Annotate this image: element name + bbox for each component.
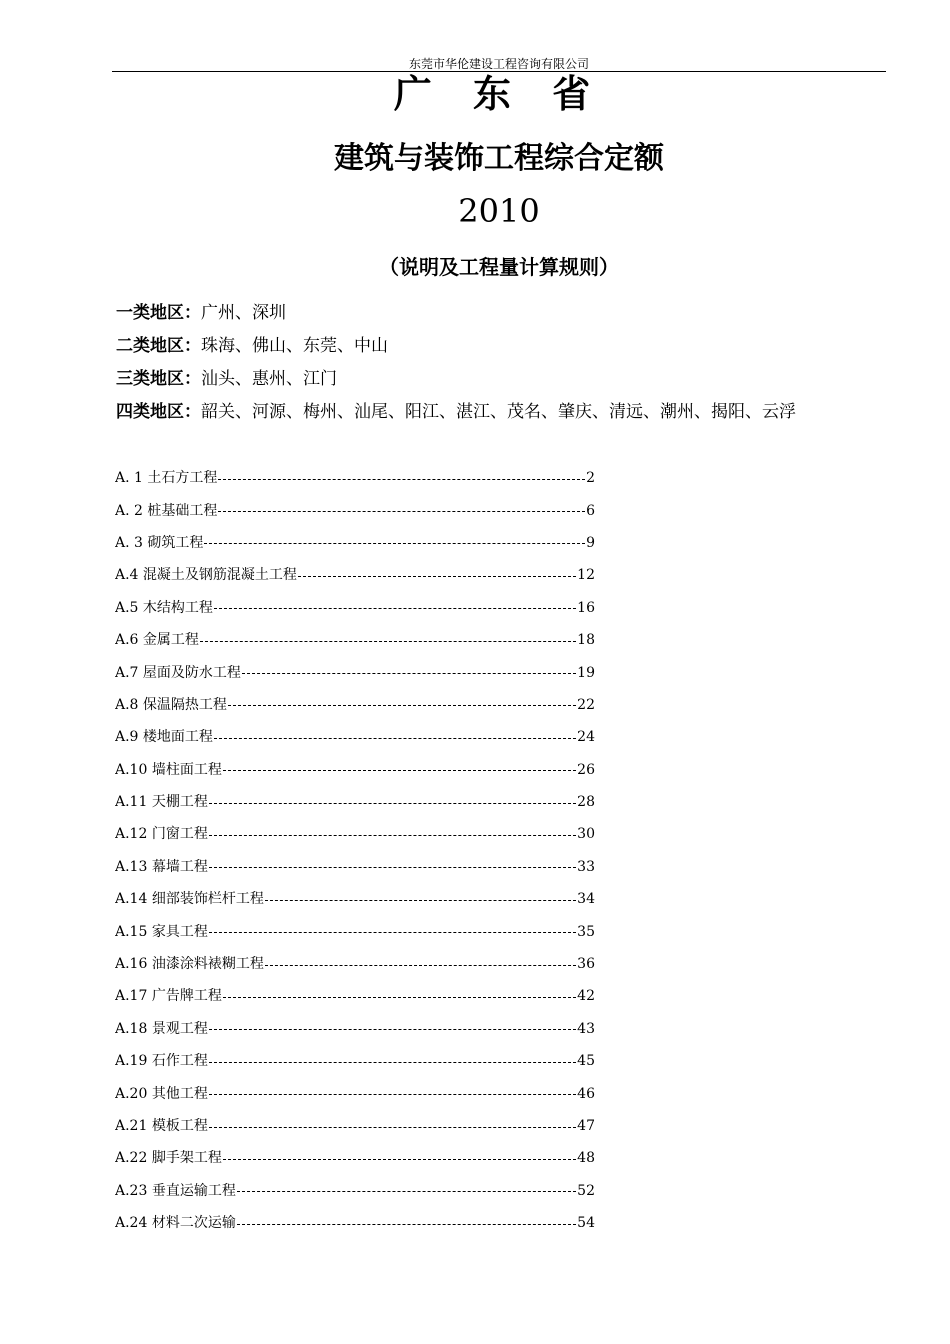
toc-leader-line bbox=[209, 932, 576, 933]
toc-entry-page: 28 bbox=[577, 794, 595, 811]
region-areas: 广州、深圳 bbox=[201, 303, 286, 323]
toc-entry[interactable] bbox=[115, 915, 595, 947]
toc-entry-title: A.11 天棚工程 bbox=[115, 794, 208, 811]
toc-entry-page: 36 bbox=[577, 956, 595, 973]
toc-entry-title: A.12 门窗工程 bbox=[115, 826, 208, 843]
toc-entry-title: A.20 其他工程 bbox=[115, 1085, 208, 1102]
toc-leader-line bbox=[237, 1191, 576, 1192]
toc-entry-page: 24 bbox=[577, 729, 595, 746]
toc-entry-title: A.22 脚手架工程 bbox=[115, 1150, 222, 1167]
toc-leader-line bbox=[209, 1062, 576, 1063]
toc-leader-line bbox=[265, 965, 576, 966]
toc-entry-title: A.6 金属工程 bbox=[115, 632, 199, 649]
toc-entry-page: 12 bbox=[577, 567, 595, 584]
toc-entry-title: A.5 木结构工程 bbox=[115, 599, 213, 616]
region-label: 二类地区： bbox=[116, 336, 201, 356]
region-row bbox=[116, 364, 916, 397]
toc-entry-page: 42 bbox=[577, 988, 595, 1005]
toc-entry-title: A.24 材料二次运输 bbox=[115, 1215, 236, 1232]
toc-entry[interactable] bbox=[115, 851, 595, 883]
toc-leader-line bbox=[228, 705, 576, 706]
toc-entry-title: A.17 广告牌工程 bbox=[115, 988, 222, 1005]
region-row bbox=[116, 397, 916, 430]
region-areas: 珠海、佛山、东莞、中山 bbox=[201, 336, 388, 356]
toc-entry-page: 18 bbox=[577, 632, 595, 649]
region-areas: 韶关、河源、梅州、汕尾、阳江、湛江、茂名、肇庆、清远、潮州、揭阳、云浮 bbox=[201, 402, 796, 422]
toc-entry[interactable] bbox=[115, 721, 595, 753]
document-subtitle: 建筑与装饰工程综合定额 bbox=[334, 141, 664, 176]
toc-entry[interactable] bbox=[115, 1045, 595, 1077]
toc-entry-title: A.8 保温隔热工程 bbox=[115, 696, 227, 713]
toc-leader-line bbox=[237, 1224, 576, 1225]
toc-entry-page: 48 bbox=[577, 1150, 595, 1167]
toc-entry-page: 46 bbox=[577, 1085, 595, 1102]
toc-leader-line bbox=[200, 641, 576, 642]
toc-leader-line bbox=[209, 1127, 576, 1128]
toc-leader-line bbox=[209, 1029, 576, 1030]
toc-leader-line bbox=[209, 835, 576, 836]
toc-entry-page: 35 bbox=[577, 923, 595, 940]
toc-entry-page: 52 bbox=[577, 1182, 595, 1199]
toc-entry[interactable] bbox=[115, 689, 595, 721]
region-label: 四类地区： bbox=[116, 402, 201, 422]
region-row bbox=[116, 298, 916, 331]
toc-entry-page: 26 bbox=[577, 761, 595, 778]
toc-entry-title: A.10 墙柱面工程 bbox=[115, 761, 222, 778]
toc-leader-line bbox=[223, 770, 576, 771]
toc-entry-title: A.14 细部装饰栏杆工程 bbox=[115, 891, 264, 908]
toc-entry[interactable] bbox=[115, 1175, 595, 1207]
toc-entry-page: 43 bbox=[577, 1020, 595, 1037]
toc-entry-page: 47 bbox=[577, 1118, 595, 1134]
toc-entry[interactable] bbox=[115, 559, 595, 591]
toc-entry-page: 19 bbox=[577, 664, 595, 681]
toc-entry[interactable] bbox=[115, 1207, 595, 1239]
toc-entry-title: A. 3 砌筑工程 bbox=[115, 534, 204, 551]
toc-leader-line bbox=[214, 608, 576, 609]
document-year: 2010 bbox=[458, 192, 540, 230]
toc-entry[interactable] bbox=[115, 754, 595, 786]
toc-entry-title: A.23 垂直运输工程 bbox=[115, 1182, 236, 1199]
toc-leader-line bbox=[209, 867, 576, 868]
toc-entry[interactable] bbox=[115, 786, 595, 818]
toc-leader-line bbox=[209, 1094, 576, 1095]
toc-entry[interactable] bbox=[115, 1077, 595, 1109]
toc-entry-page: 16 bbox=[577, 599, 595, 616]
toc-entry[interactable] bbox=[115, 818, 595, 850]
table-of-contents bbox=[115, 462, 595, 1239]
toc-leader-line bbox=[218, 479, 585, 480]
toc-entry-title: A.15 家具工程 bbox=[115, 923, 208, 940]
toc-entry-page: 54 bbox=[577, 1215, 595, 1232]
toc-entry-page: 30 bbox=[577, 826, 595, 843]
toc-leader-line bbox=[214, 738, 576, 739]
toc-entry-title: A.21 模板工程 bbox=[115, 1118, 208, 1134]
toc-entry[interactable] bbox=[115, 980, 595, 1012]
toc-entry[interactable] bbox=[115, 624, 595, 656]
toc-leader-line bbox=[218, 511, 585, 512]
toc-entry-title: A. 2 桩基础工程 bbox=[115, 502, 218, 519]
toc-entry[interactable] bbox=[115, 1013, 595, 1045]
toc-entry-title: A. 1 土石方工程 bbox=[115, 470, 218, 487]
toc-entry[interactable] bbox=[115, 1110, 595, 1142]
region-label: 三类地区： bbox=[116, 369, 201, 389]
toc-entry-title: A.7 屋面及防水工程 bbox=[115, 664, 241, 681]
toc-entry-page: 22 bbox=[577, 696, 595, 713]
toc-leader-line bbox=[223, 997, 576, 998]
toc-entry[interactable] bbox=[115, 494, 595, 526]
toc-entry-title: A.13 幕墙工程 bbox=[115, 858, 208, 875]
toc-entry-title: A.9 楼地面工程 bbox=[115, 729, 213, 746]
toc-entry-page: 2 bbox=[586, 470, 595, 487]
toc-entry-page: 34 bbox=[577, 891, 595, 908]
toc-entry[interactable] bbox=[115, 1142, 595, 1174]
toc-entry[interactable] bbox=[115, 883, 595, 915]
toc-entry-page: 45 bbox=[577, 1053, 595, 1070]
region-row bbox=[116, 331, 916, 364]
region-areas: 汕头、惠州、江门 bbox=[201, 369, 337, 389]
page-header-company: 东莞市华伦建设工程咨询有限公司 bbox=[408, 57, 589, 71]
toc-entry[interactable] bbox=[115, 527, 595, 559]
toc-leader-line bbox=[298, 576, 576, 577]
document-note: （说明及工程量计算规则） bbox=[379, 255, 619, 279]
toc-entry[interactable] bbox=[115, 592, 595, 624]
toc-leader-line bbox=[223, 1159, 576, 1160]
toc-entry-page: 6 bbox=[586, 502, 595, 519]
toc-leader-line bbox=[204, 543, 585, 544]
toc-entry[interactable] bbox=[115, 948, 595, 980]
toc-entry-title: A.19 石作工程 bbox=[115, 1053, 208, 1070]
toc-entry-title: A.4 混凝土及钢筋混凝土工程 bbox=[115, 567, 297, 584]
toc-entry-page: 9 bbox=[586, 534, 595, 551]
toc-entry[interactable] bbox=[115, 656, 595, 688]
region-label: 一类地区： bbox=[116, 303, 201, 323]
toc-leader-line bbox=[209, 803, 576, 804]
toc-leader-line bbox=[242, 673, 576, 674]
toc-entry-title: A.18 景观工程 bbox=[115, 1020, 208, 1037]
toc-entry[interactable] bbox=[115, 462, 595, 494]
document-title: 广 东 省 bbox=[393, 72, 605, 116]
toc-leader-line bbox=[265, 900, 576, 901]
region-list bbox=[116, 298, 916, 430]
toc-entry-page: 33 bbox=[577, 858, 595, 875]
toc-entry-title: A.16 油漆涂料裱糊工程 bbox=[115, 956, 264, 973]
